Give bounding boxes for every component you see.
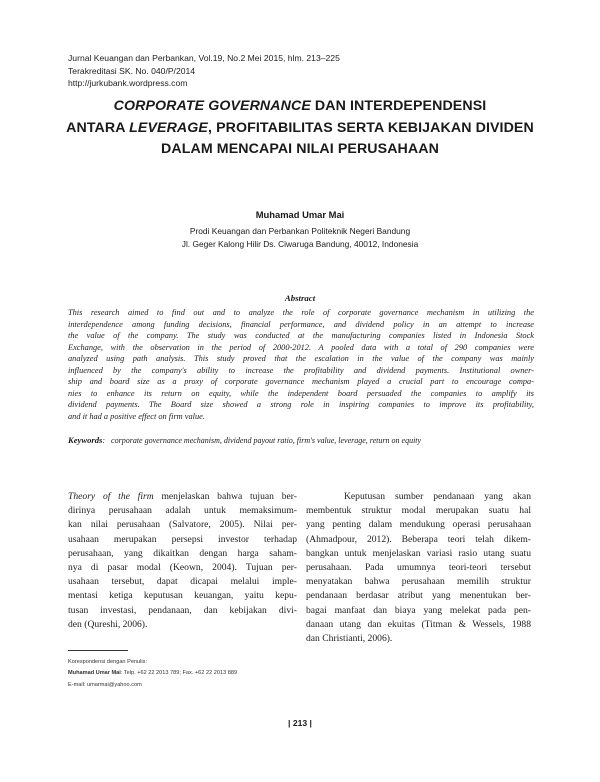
- abstract-line: Exchange, with the observation in the period of 2000-2012. A pooled data with a total of 290 companies were: [68, 342, 534, 352]
- body-line: bagai manfaat dan biaya yang melekat pada pen-: [306, 604, 531, 616]
- body-right-column: [306, 490, 531, 646]
- footnote-author: Muhamad Umar Mai: [68, 670, 121, 677]
- title-rest-2: , PROFITABILITAS SERTA KEBIJAKAN DIVIDEN: [207, 119, 534, 136]
- abstract-line: the value of the company. The study was conducted at the manufacturing companies listed in Indonesia Stock: [68, 331, 534, 341]
- footnote-email: E-mail: umarmai@yahoo.com: [68, 681, 142, 688]
- affiliation-line-2: Jl. Geger Kalong Hilir Ds. Ciwaruga Bandung, 40012, Indonesia: [181, 238, 419, 249]
- affiliation-line-1: Prodi Keuangan dan Perbankan Politeknik Negeri Bandung: [189, 226, 411, 236]
- abstract-line: ship and board size as a proxy of corporate governance mechanism played a crucial part to encourage compa-: [68, 377, 534, 387]
- body-line: yang penting dalam mendukung operasi perusahaan: [306, 519, 531, 531]
- footnote-contact-line: [68, 668, 237, 679]
- page-number: | 213 |: [288, 718, 312, 728]
- abstract-line: This research aimed to find out and to analyze the role of corporate governance mechanism in utilizing the: [68, 308, 534, 317]
- footnote-divider: [68, 650, 128, 651]
- body-text: menjelaskan bahwa tujuan ber-: [153, 491, 297, 502]
- body-line: perusahaan. Pada umumnya teori-teori tersebut: [306, 562, 531, 574]
- abstract-line: influenced by the company's ability to increase the profitability and dividend payments. Institutional owner-: [68, 365, 534, 375]
- body-line: (Ahmadpour, 2012). Beberapa teori telah dikem-: [306, 533, 531, 545]
- body-line: Keputusan sumber pendanaan yang akan: [344, 491, 531, 502]
- body-line: perusahaan, yang dikaitkan dengan harga saham-: [68, 547, 297, 559]
- keywords: [68, 435, 538, 445]
- keywords-label: Keywords: [68, 435, 103, 445]
- abstract-line: analyzed using path analysis. This study proved that the escalation in the value of the company was mainly: [68, 354, 534, 364]
- body-line: kan nilai perusahaan (Salvatore, 2005). Nilai per-: [68, 519, 297, 531]
- body-line: usahaan tersebut, dapat dicapai melalui imple-: [68, 576, 297, 588]
- abstract-line: dividend payments. The Board size showed a strong role in inspiring companies to improve its profitability,: [68, 400, 534, 410]
- abstract-line: and it had a positive effect on firm value.: [68, 411, 205, 421]
- title-line-2: [40, 118, 560, 140]
- abstract-line: nies to enhance its return on equity, while the independent board persuaded the companies to amplify its: [68, 388, 534, 398]
- author-affiliation: [0, 225, 600, 250]
- body-line: membentuk struktur modal merupakan suatu hal: [306, 505, 531, 517]
- abstract-line: interdependence among funding decisions, financial performance, and dividend policy in an attempt to increase: [68, 319, 534, 329]
- title-italic-2: LEVERAGE: [129, 119, 208, 136]
- journal-citation: Jurnal Keuangan dan Perbankan, Vol.19, No.2 Mei 2015, hlm. 213–225: [68, 53, 340, 63]
- journal-accreditation: Terakreditasi SK. No. 040/P/2014: [68, 65, 196, 76]
- keywords-text: corporate governance mechanism, dividend payout ratio, firm's value, leverage, return on equity: [111, 436, 422, 445]
- title-rest-1: DAN INTERDEPENDENSI: [310, 98, 487, 114]
- theory-of-firm-term: Theory of the firm: [68, 491, 154, 502]
- body-line: dirinya perusahaan adalah untuk memaksimum-: [68, 505, 297, 517]
- footnote: [68, 657, 237, 691]
- footnote-correspondence: Korespondensi dengan Penulis:: [68, 659, 147, 665]
- body-line: dan Christianti, 2006).: [306, 633, 393, 645]
- abstract-heading: Abstract: [284, 293, 316, 303]
- paper-title: [40, 96, 560, 161]
- body-line: pendanaan berdasar atribut yang menentukan ber-: [306, 590, 531, 602]
- author-name: Muhamad Umar Mai: [255, 209, 345, 220]
- keywords-colon: :: [102, 436, 106, 445]
- body-line: mentasi ketiga keputusan keuangan, yaitu kepu-: [68, 590, 297, 602]
- abstract-body: [68, 307, 534, 422]
- body-line: menyatakan bahwa perusahaan memilih struktur: [306, 576, 531, 588]
- body-line: [68, 490, 297, 504]
- title-pre-2: ANTARA: [66, 119, 130, 136]
- body-line: usahaan merupakan persepsi investor terhadap: [68, 533, 297, 545]
- body-line: danaan utang dan ekuitas (Titman & Wessels, 1988: [306, 618, 531, 630]
- body-line: nya di pasar modal (Keown, 2004). Tujuan per-: [68, 562, 297, 574]
- body-left-column: [68, 490, 297, 632]
- body-line: tusan investasi, pendanaan, dan kebijakan divi-: [68, 604, 297, 616]
- body-line: bangkan untuk menjelaskan variasi rasio utang suatu: [306, 547, 531, 559]
- title-line-3: DALAM MENCAPAI NILAI PERUSAHAAN: [161, 141, 439, 157]
- footnote-phone-fax: : Telp. +62 22 2013 789; Fax. +62 22 2013 889: [120, 670, 238, 677]
- body-line: den (Qureshi, 2006).: [68, 618, 148, 630]
- journal-header: [68, 52, 340, 90]
- journal-url: http://jurkubank.wordpress.com: [68, 78, 188, 89]
- title-italic-1: CORPORATE GOVERNANCE: [113, 98, 311, 114]
- title-line-1: [40, 96, 560, 118]
